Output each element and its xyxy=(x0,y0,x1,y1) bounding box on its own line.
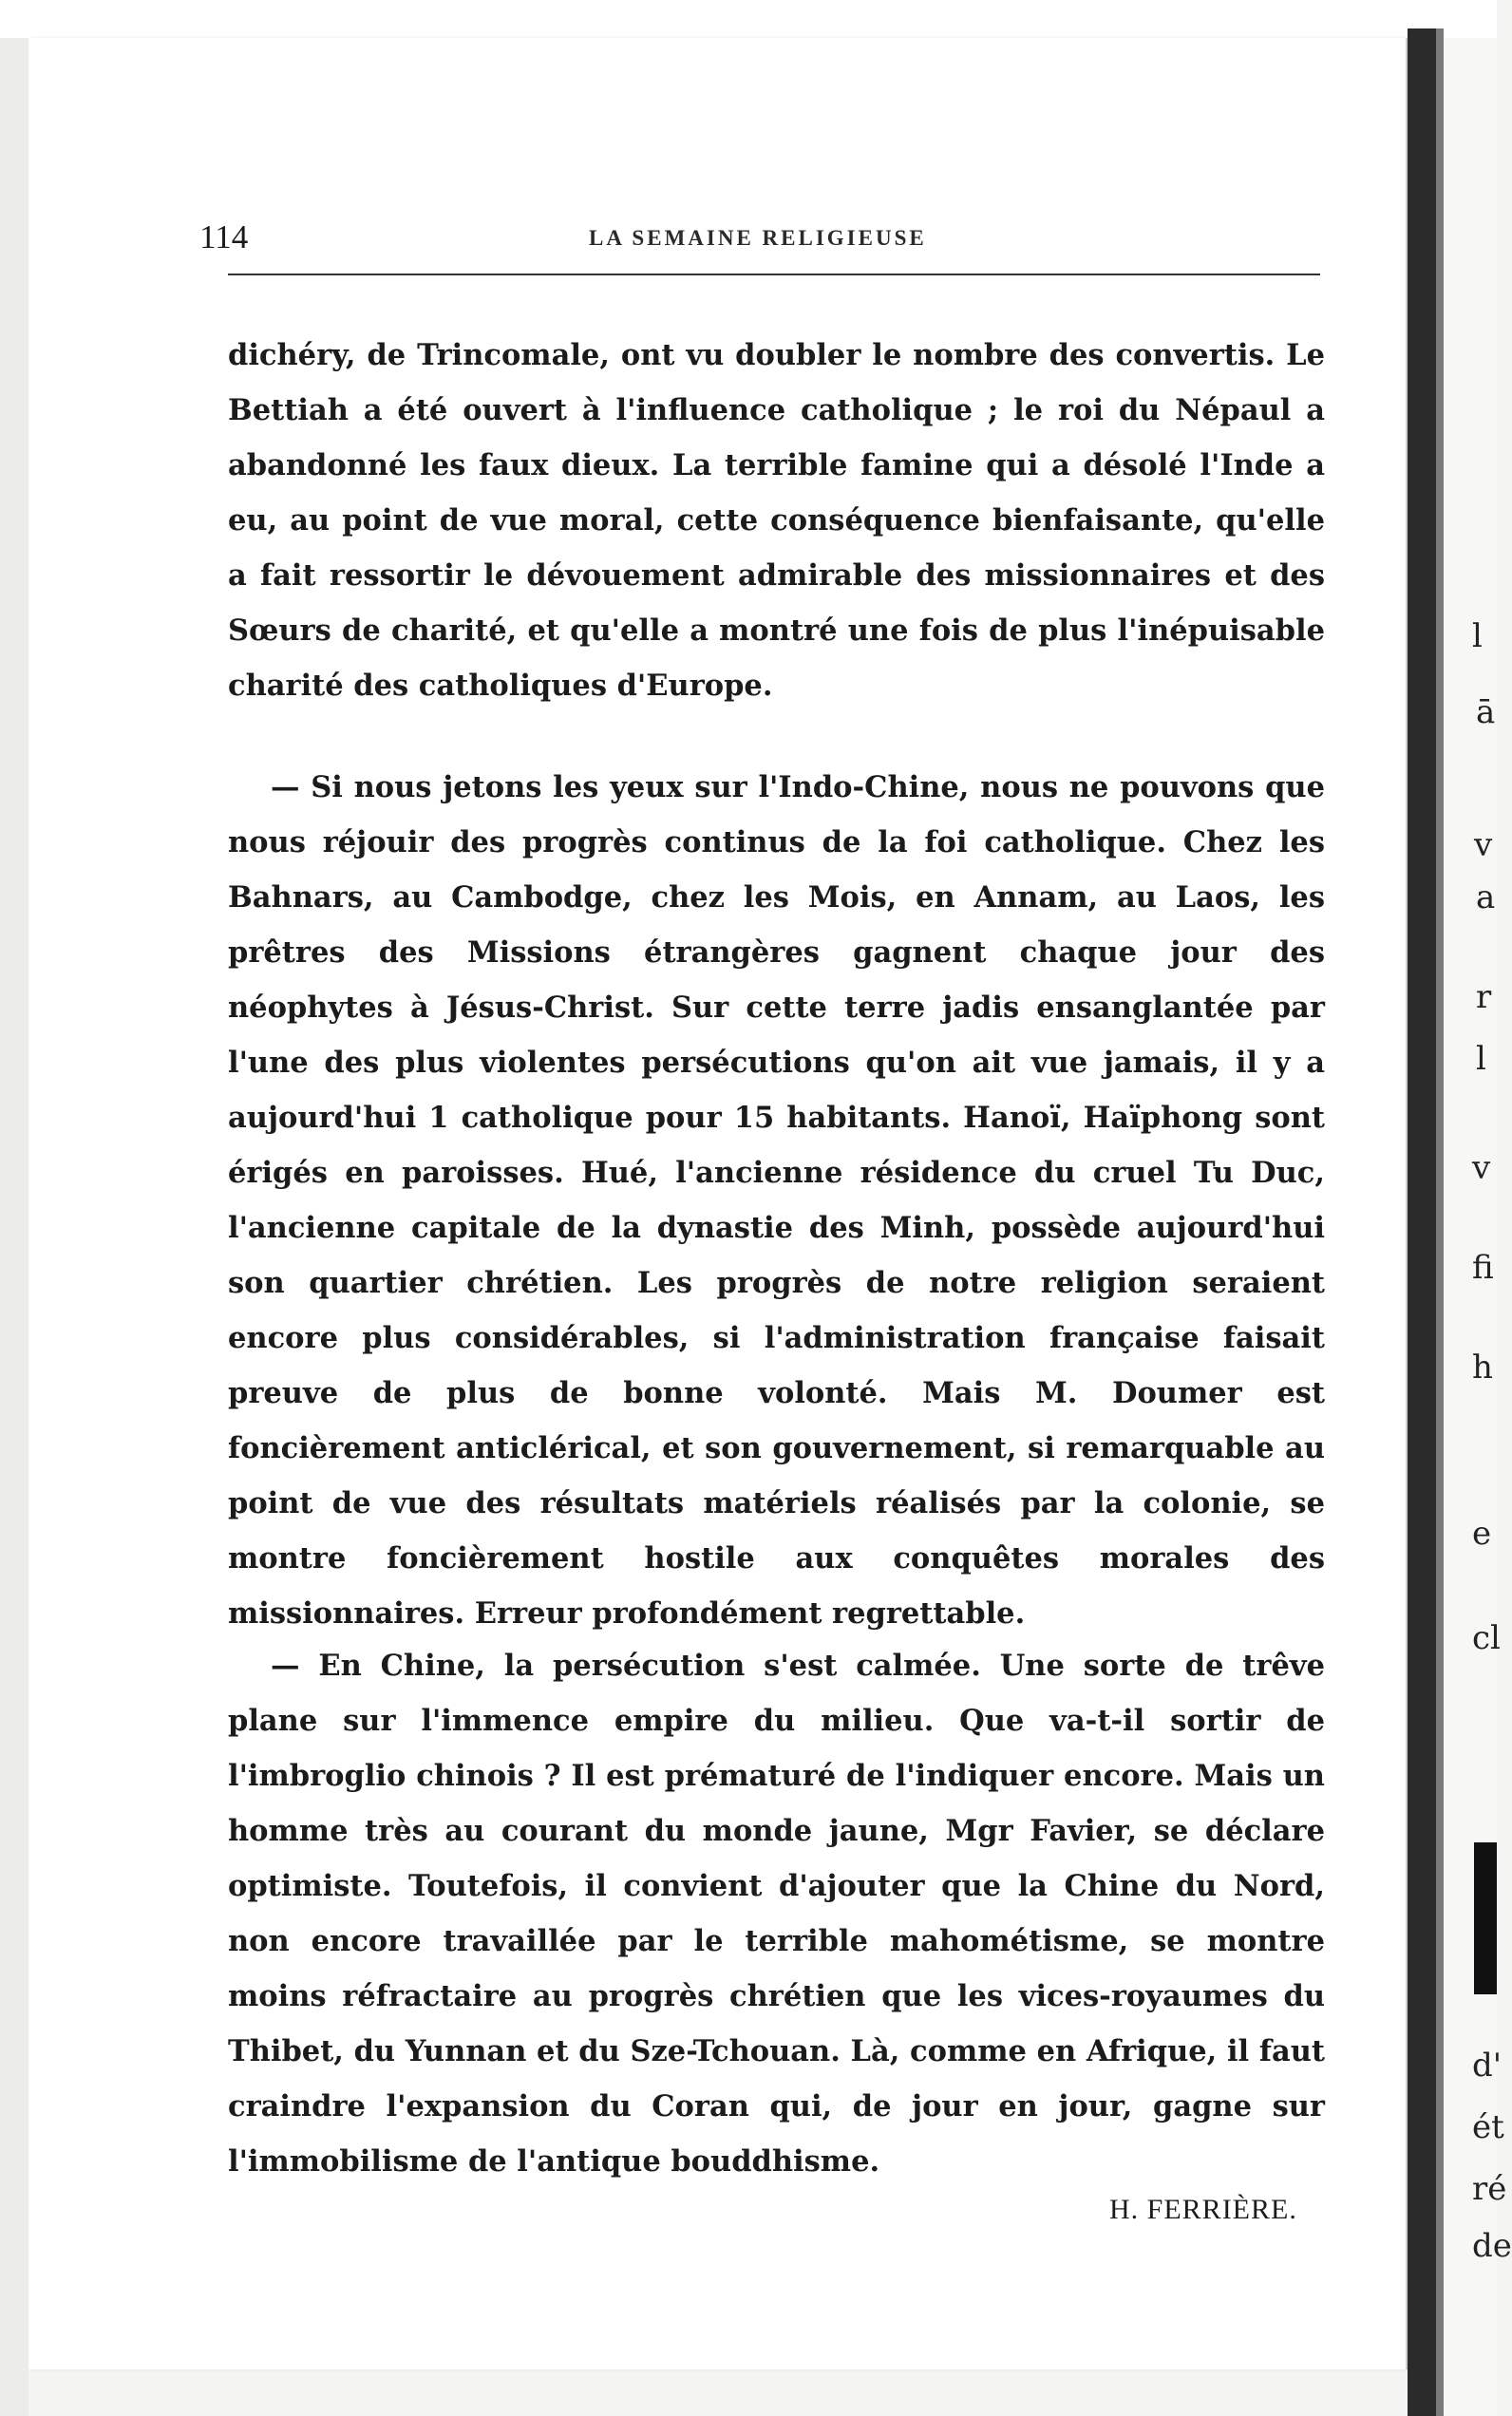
adjacent-page-fragment: de xyxy=(1472,2227,1512,2265)
body-paragraph-1: dichéry, de Trincomale, ont vu doubler le nombre des convertis. Le Bettiah a été ouvert à l'influence catholique ; le roi du Népaul a abandonné les faux dieux. La terrible famine qui a désolé l'Inde a eu, au point de vue moral, cette conséquence bienfaisante, qu'elle a fait ressortir le dévouement admirable des missionnaires et des Sœurs de charité, et qu'elle a montré une fois de plus l'inépuisable charité des catholiques d'Europe. xyxy=(228,338,1325,703)
scan-left-margin xyxy=(0,38,28,2416)
body-paragraph-3: — En Chine, la persécution s'est calmée. Une sorte de trêve plane sur l'immence empire du milieu. Que va-t-il sortir de l'imbroglio chinois ? Il est prématuré de l'indiquer encore. Mais un homme très au courant du monde jaune, Mgr Favier, se déclare optimiste. Toutefois, il convient d'ajouter que la Chine du Nord, non encore travaillée par le terrible mahométisme, se montre moins réfractaire au progrès chrétien que les vices-royaumes du Thibet, du Yunnan et du Sze-Tchouan. Là, comme en Afrique, il faut craindre l'expansion du Coran qui, de jour en jour, gagne sur l'immobilisme de l'antique bouddhisme. xyxy=(228,1649,1325,2179)
author-signature: H. FERRIÈRE. xyxy=(1109,2194,1297,2225)
adjacent-page-fragment: ét xyxy=(1472,2108,1504,2146)
running-title: LA SEMAINE RELIGIEUSE xyxy=(589,226,927,250)
book-spine-edge xyxy=(1436,28,1444,2416)
body-paragraph-2: — Si nous jetons les yeux sur l'Indo-Chine, nous ne pouvons que nous réjouir des progrès continus de la foi catholique. Chez les Bahnars, au Cambodge, chez les Mois, en Annam, au Laos, les prêtres des Missions étrangères gagnent chaque jour des néophytes à Jésus-Christ. Sur cette terre jadis ensanglantée par l'une des plus violentes persécutions qu'on ait vue jamais, il y a aujourd'hui 1 catholique pour 15 habitants. Hanoï, Haïphong sont érigés en paroisses. Hué, l'ancienne résidence du cruel Tu Duc, l'ancienne capitale de la dynastie des Minh, possède aujourd'hui son quartier chrétien. Les progrès de notre religion seraient encore plus considérables, si l'administration française faisait preuve de plus de bonne volonté. Mais M. Doumer est foncièrement anticlérical, et son gouvernement, si remarquable au point de vue des résultats matériels réalisés par la colonie, se montre foncièrement hostile aux conquêtes morales des missionnaires. Erreur profondément regrettable. xyxy=(228,770,1325,1631)
adjacent-page-fragment: ré xyxy=(1472,2170,1507,2208)
header-rule xyxy=(228,274,1320,275)
adjacent-page-fragment: ā xyxy=(1476,693,1496,731)
adjacent-page-fragment: d' xyxy=(1472,2047,1503,2085)
adjacent-page-fragment: a xyxy=(1476,878,1496,916)
adjacent-page-fragment: l xyxy=(1476,1040,1486,1078)
adjacent-page-fragment: v xyxy=(1474,826,1493,864)
adjacent-page-fragment: cl xyxy=(1472,1619,1501,1657)
adjacent-page-fragment: fi xyxy=(1472,1249,1494,1287)
adjacent-page-fragment: v xyxy=(1472,1149,1491,1187)
adjacent-page-fragment: r xyxy=(1476,978,1492,1016)
adjacent-page-fragment: h xyxy=(1472,1349,1493,1387)
adjacent-page xyxy=(1444,38,1512,2416)
book-spine-shadow xyxy=(1408,28,1436,2416)
adjacent-page-fragment: l xyxy=(1472,617,1483,655)
ornament-fragment xyxy=(1474,1842,1497,1994)
page-number: 114 xyxy=(199,218,249,255)
adjacent-page-fragment: e xyxy=(1472,1515,1492,1553)
scan-top-margin xyxy=(0,0,1497,38)
